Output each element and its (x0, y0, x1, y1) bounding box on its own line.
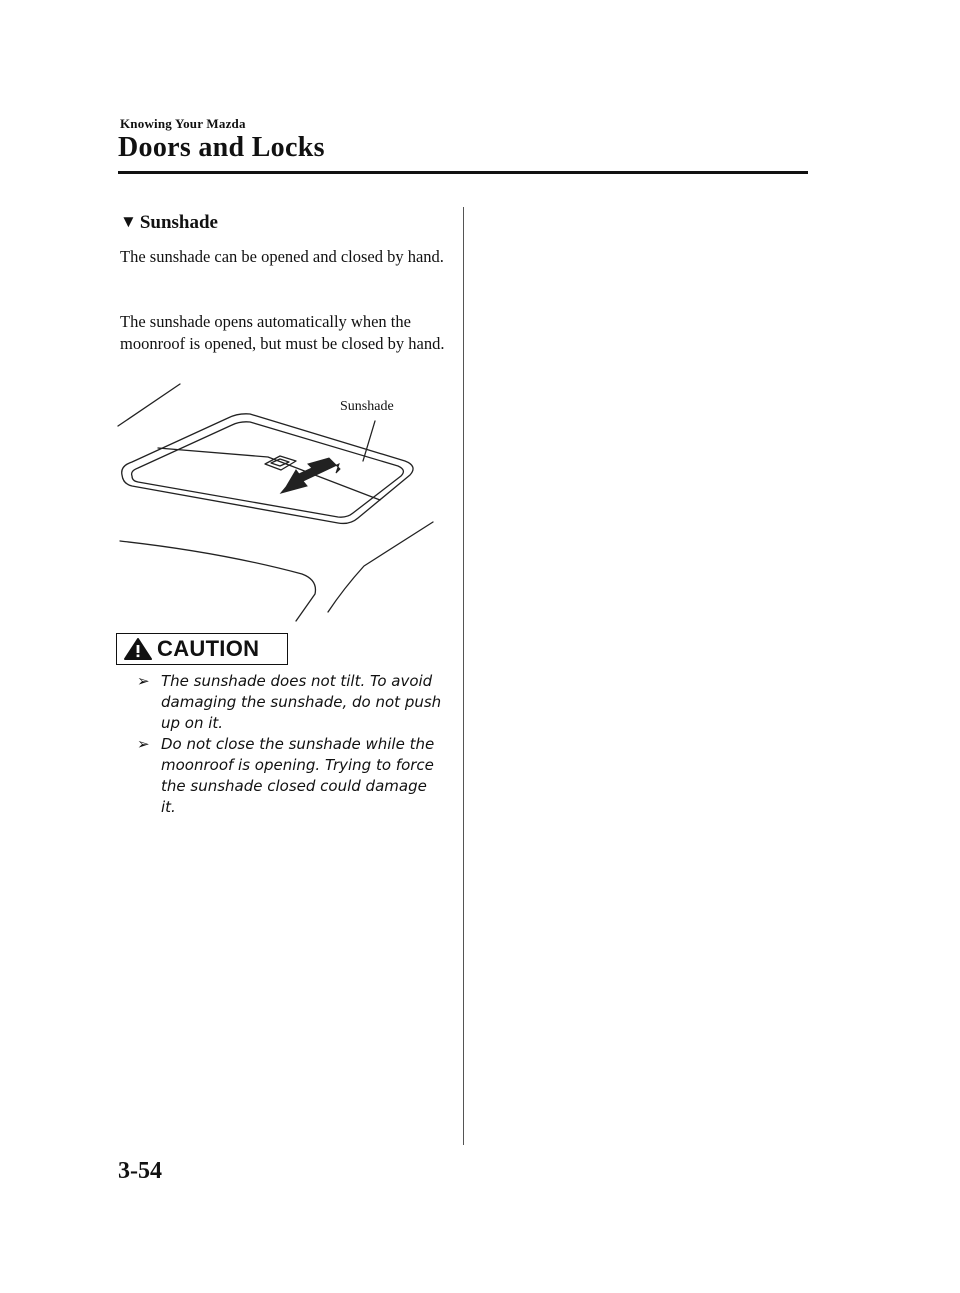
section-label: Knowing Your Mazda (120, 116, 246, 131)
section-heading (120, 212, 218, 234)
caution-item-text: The sunshade does not tilt. To avoid damaging the sunshade, do not push up on it. (161, 672, 442, 732)
slide-direction-arrow-icon (281, 458, 340, 493)
roof-edge-line (118, 384, 180, 426)
bullet-arrow-icon: ➢ (137, 672, 150, 690)
header-rule (118, 171, 808, 174)
caution-item (137, 671, 442, 734)
sunshade-panel-inner (132, 422, 404, 517)
caution-item-text: Do not close the sunshade while the moonroof is opening. Trying to force the sunshade closed could damage it. (161, 735, 435, 816)
paragraph-manual-operation: The sunshade can be opened and closed by hand. (120, 247, 444, 266)
caution-box (116, 633, 288, 665)
sunshade-seam-line (158, 448, 380, 500)
column-divider (463, 207, 464, 1145)
caution-label: CAUTION (157, 636, 260, 661)
warning-triangle-icon (123, 637, 153, 661)
chapter-title: Doors and Locks (118, 132, 325, 163)
section-heading-title: Sunshade (139, 212, 218, 233)
sunshade-panel-outer (122, 414, 413, 524)
callout-leader-line (363, 421, 375, 461)
headliner-lower-edge (120, 541, 315, 621)
caution-item (137, 734, 442, 818)
page-number: 3-54 (118, 1158, 162, 1184)
bullet-arrow-icon: ➢ (137, 735, 150, 753)
sunshade-illustration (110, 378, 450, 628)
sunshade-callout-label: Sunshade (340, 399, 394, 414)
paragraph-automatic-opening: The sunshade opens automatically when the moonroof is opened, but must be closed by hand. (120, 312, 445, 353)
pillar-front-line (328, 522, 433, 612)
triangle-marker-icon: ▼ (120, 212, 137, 231)
